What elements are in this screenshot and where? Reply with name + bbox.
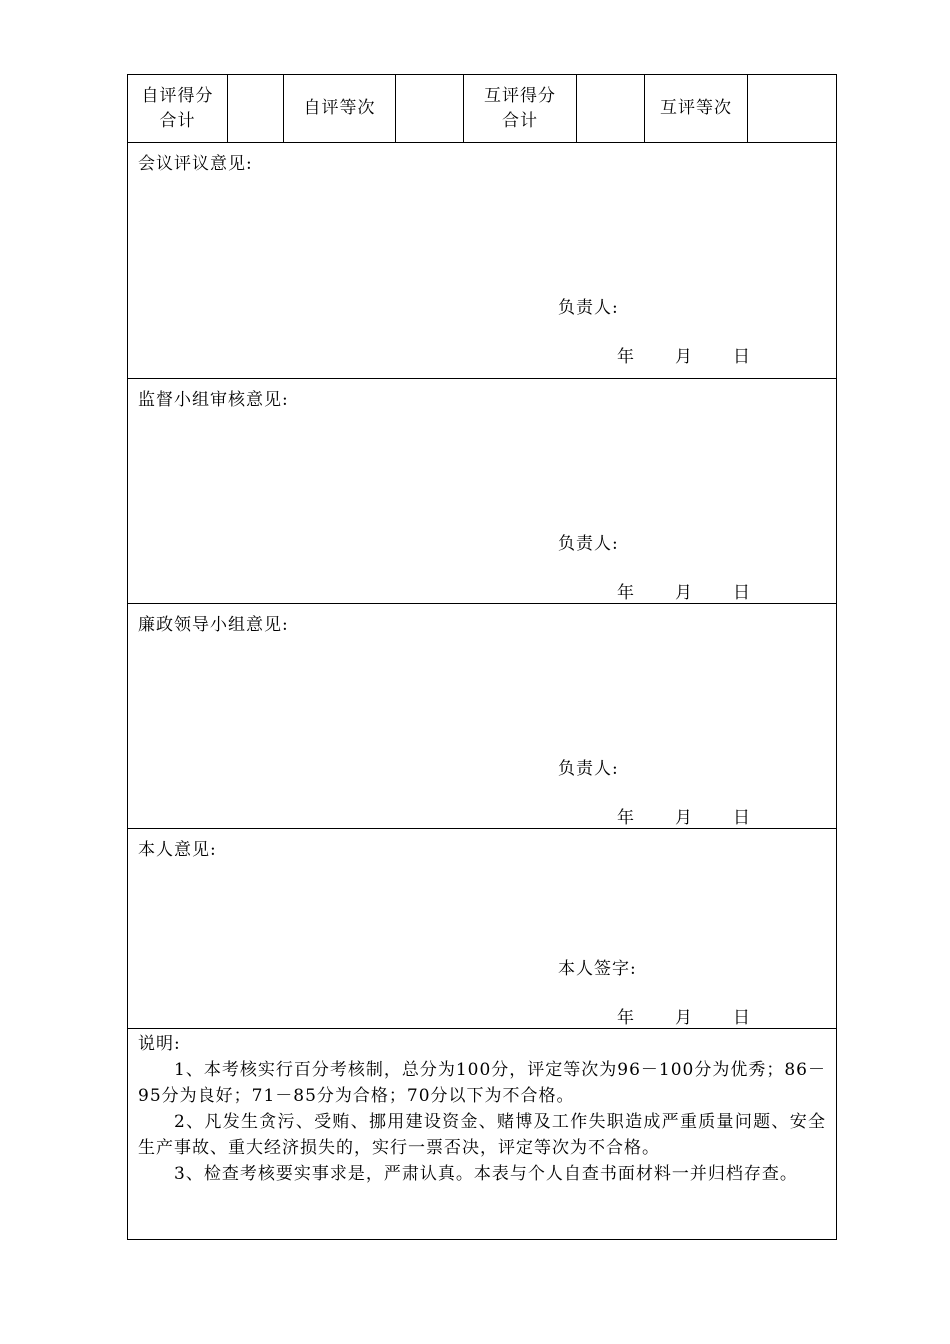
self-score-total-field[interactable] bbox=[228, 75, 284, 142]
meeting-review-section[interactable] bbox=[128, 143, 836, 379]
self-score-total-label: 自评得分 合计 bbox=[128, 75, 228, 142]
note-item: 3、检查考核要实事求是，严肃认真。本表与个人自查书面材料一并归档存查。 bbox=[174, 1164, 798, 1184]
section-title: 会议评议意见: bbox=[138, 154, 253, 174]
date-year-label: 年 bbox=[617, 347, 634, 367]
supervision-review-section[interactable] bbox=[128, 379, 836, 604]
signer-label: 负责人: bbox=[558, 534, 619, 554]
peer-score-total-label: 互评得分 合计 bbox=[464, 75, 577, 142]
score-summary-row bbox=[128, 75, 836, 143]
note-item: 2、凡发生贪污、受贿、挪用建设资金、赌博及工作失职造成严重质量问题、安全生产事故、重大经济损失的，实行一票否决，评定等次为不合格。 bbox=[138, 1112, 826, 1158]
signer-label: 负责人: bbox=[558, 759, 619, 779]
section-title: 监督小组审核意见: bbox=[138, 390, 289, 410]
personal-opinion-section[interactable] bbox=[128, 829, 836, 1029]
peer-score-total-field[interactable] bbox=[577, 75, 645, 142]
date-month-label: 月 bbox=[675, 347, 692, 367]
date-year-label: 年 bbox=[617, 808, 634, 828]
integrity-leadership-section[interactable] bbox=[128, 604, 836, 829]
date-month-label: 月 bbox=[675, 1008, 692, 1028]
date-day-label: 日 bbox=[733, 347, 750, 367]
date-day-label: 日 bbox=[733, 583, 750, 603]
signer-label: 本人签字: bbox=[558, 959, 637, 979]
evaluation-form-table bbox=[127, 74, 837, 1240]
section-title: 本人意见: bbox=[138, 840, 217, 860]
date-month-label: 月 bbox=[675, 583, 692, 603]
section-title: 廉政领导小组意见: bbox=[138, 615, 289, 635]
self-grade-field[interactable] bbox=[396, 75, 464, 142]
peer-grade-label: 互评等次 bbox=[645, 75, 748, 142]
date-year-label: 年 bbox=[617, 583, 634, 603]
date-year-label: 年 bbox=[617, 1008, 634, 1028]
date-day-label: 日 bbox=[733, 1008, 750, 1028]
date-month-label: 月 bbox=[675, 808, 692, 828]
self-grade-label: 自评等次 bbox=[284, 75, 396, 142]
signer-label: 负责人: bbox=[558, 298, 619, 318]
peer-grade-field[interactable] bbox=[748, 75, 836, 142]
note-item: 1、本考核实行百分考核制，总分为100分，评定等次为96－100分为优秀；86－95分为良好；71－85分为合格；70分以下为不合格。 bbox=[138, 1060, 826, 1106]
date-day-label: 日 bbox=[733, 808, 750, 828]
notes-section bbox=[128, 1029, 836, 1239]
notes-heading: 说明: bbox=[138, 1034, 181, 1054]
